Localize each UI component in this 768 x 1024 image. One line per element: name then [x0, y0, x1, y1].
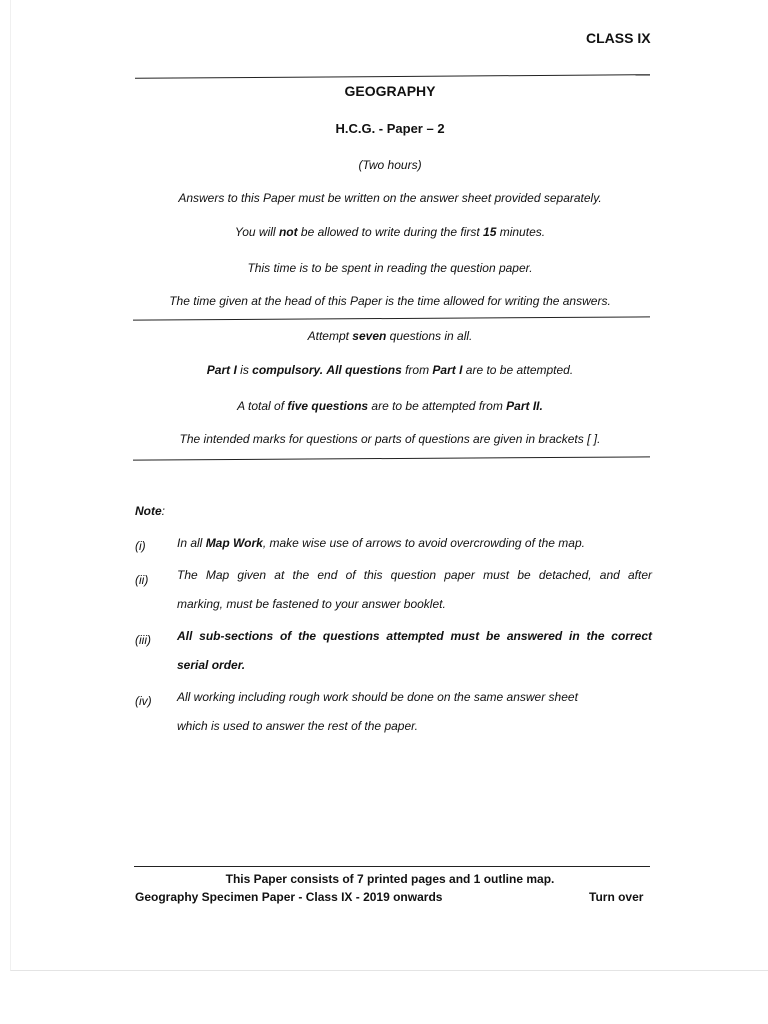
instruction-line	[130, 225, 650, 239]
text-run: All working including rough work should be done on the same answer sheet	[177, 690, 578, 704]
note-text	[177, 719, 652, 733]
text-run: are to be attempted.	[462, 363, 574, 377]
instruction-line	[130, 261, 650, 275]
instruction-line	[130, 294, 650, 308]
note-text	[177, 536, 652, 550]
text-run: , make wise use of arrows to avoid overcrowding of the map.	[262, 536, 585, 550]
pages-info: This Paper consists of 7 printed pages and 1 outline map.	[225, 872, 555, 886]
paper-title: H.C.G. - Paper – 2	[335, 121, 445, 136]
text-run: from	[401, 363, 433, 377]
text-run: five questions	[287, 399, 369, 413]
footer-rule	[134, 866, 650, 867]
text-run: Part II.	[506, 399, 543, 413]
text-run: The Map given at the end of this question paper must be detached, and after	[177, 568, 652, 582]
note-text	[177, 690, 652, 704]
rule-line	[130, 399, 650, 413]
text-run: All questions	[326, 363, 402, 377]
note-text	[177, 597, 652, 611]
subject-title: GEOGRAPHY	[344, 83, 436, 99]
exam-paper-page	[10, 0, 768, 971]
text-run: questions in all.	[386, 329, 473, 343]
text-run: Attempt	[307, 329, 353, 343]
duration: (Two hours)	[358, 158, 422, 172]
text-run: This time is to be spent in reading the question paper.	[247, 261, 533, 275]
text-run: A total of	[237, 399, 288, 413]
text-run: Map Work	[205, 536, 263, 550]
note-text	[177, 568, 652, 582]
text-run: The intended marks for questions or parts of questions are given in brackets [ ].	[179, 432, 601, 446]
note-number: (ii)	[135, 573, 149, 587]
note-text	[177, 629, 652, 643]
text-run: In all	[177, 536, 206, 550]
note-text	[177, 658, 652, 672]
text-run: All sub-sections of the questions attempted must be answered in the correct	[177, 629, 652, 643]
text-run: are to be attempted from	[368, 399, 507, 413]
paper-name: Geography Specimen Paper - Class IX - 2019 onwards	[135, 890, 443, 904]
rule-line	[130, 432, 650, 446]
text-run: You will	[234, 225, 279, 239]
text-run: The time given at the head of this Paper is the time allowed for writing the answers.	[169, 294, 611, 308]
text-run: seven	[352, 329, 387, 343]
text-run: minutes.	[496, 225, 546, 239]
text-run: marking, must be fastened to your answer booklet.	[177, 597, 446, 611]
rule-line	[130, 329, 650, 343]
note-number: (i)	[135, 539, 146, 553]
instruction-line	[130, 191, 650, 205]
note-number: (iv)	[135, 694, 152, 708]
text-run: compulsory.	[252, 363, 324, 377]
text-run: Answers to this Paper must be written on the answer sheet provided separately.	[178, 191, 602, 205]
rule-line	[130, 363, 650, 377]
text-run: which is used to answer the rest of the paper.	[177, 719, 419, 733]
class-label: CLASS IX	[586, 30, 651, 46]
text-run: 15	[483, 225, 497, 239]
text-run: is	[236, 363, 253, 377]
text-run: Part I	[432, 363, 463, 377]
text-run: serial order.	[177, 658, 246, 672]
text-run: not	[278, 225, 298, 239]
note-number: (iii)	[135, 633, 151, 647]
note-label: Note:	[135, 504, 166, 518]
text-run: be allowed to write during the first	[297, 225, 484, 239]
text-run: Part I	[206, 363, 237, 377]
turn-over-label: Turn over	[589, 890, 644, 904]
